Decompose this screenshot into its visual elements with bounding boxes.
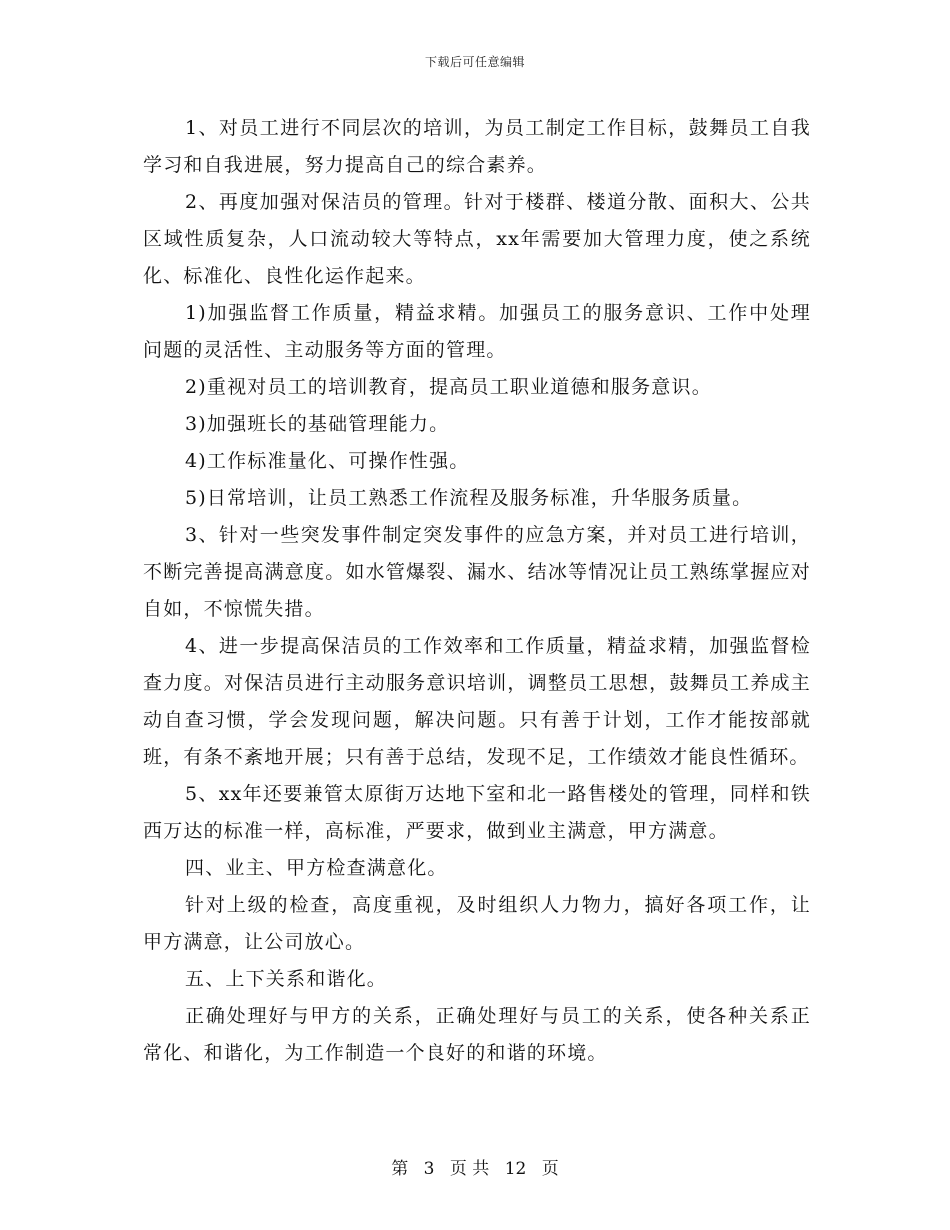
total-pages: 12 [504, 1159, 527, 1179]
page-header: 下载后可任意编辑 [424, 55, 525, 69]
paragraph-9: 4、进一步提高保洁员的工作效率和工作质量，精益求精，加强监督检查力度。对保洁员进行主动服务意识培训，调整员工思想，鼓舞员工养成主动自查习惯，学会发现问题，解决问题。只有善于计划，工作才能按部就班，有条不紊地开展；只有善于总结，发现不足，工作绩效才能良性循环。 [143, 635, 811, 768]
document-body [143, 110, 811, 1072]
paragraph-2: 2、再度加强对保洁员的管理。针对于楼群、楼道分散、面积大、公共区域性质复杂，人口流动较大等特点，xx年需要加大管理力度，使之系统化、标准化、良性化运作起来。 [143, 191, 811, 287]
section-heading-4: 四、业主、甲方检查满意化。 [185, 857, 448, 879]
paragraph-5: 3)加强班长的基础管理能力。 [185, 413, 450, 435]
paragraph-1: 1、对员工进行不同层次的培训，为员工制定工作目标，鼓舞员工自我学习和自我进展，努力提高自己的综合素养。 [143, 117, 811, 176]
paragraph-10: 5、xx年还要兼管太原街万达地下室和北一路售楼处的管理，同样和铁西万达的标准一样，高标准，严要求，做到业主满意，甲方满意。 [143, 783, 811, 842]
paragraph-7: 5)日常培训，让员工熟悉工作流程及服务标准，升华服务质量。 [185, 487, 753, 509]
footer-prefix: 第 [391, 1159, 409, 1179]
paragraph-6: 4)工作标准量化、可操作性强。 [185, 450, 470, 472]
paragraph-8: 3、针对一些突发事件制定突发事件的应急方案，并对员工进行培训，不断完善提高满意度。如水管爆裂、漏水、结冰等情况让员工熟练掌握应对自如，不惊慌失措。 [143, 524, 811, 620]
footer-suffix: 页 [541, 1159, 559, 1179]
current-page-number: 3 [423, 1159, 435, 1179]
paragraph-3: 1)加强监督工作质量，精益求精。加强员工的服务意识、工作中处理问题的灵活性、主动服务等方面的管理。 [143, 302, 811, 361]
section-heading-5: 五、上下关系和谐化。 [185, 968, 388, 990]
footer-middle: 页 共 [449, 1159, 490, 1179]
paragraph-12: 正确处理好与甲方的关系，正确处理好与员工的关系，使各种关系正常化、和谐化，为工作制造一个良好的和谐的环境。 [143, 1005, 811, 1064]
paragraph-4: 2)重视对员工的培训教育，提高员工职业道德和服务意识。 [185, 376, 712, 398]
paragraph-11: 针对上级的检查，高度重视，及时组织人力物力，搞好各项工作，让甲方满意，让公司放心。 [143, 894, 811, 953]
page-footer [0, 1154, 950, 1179]
